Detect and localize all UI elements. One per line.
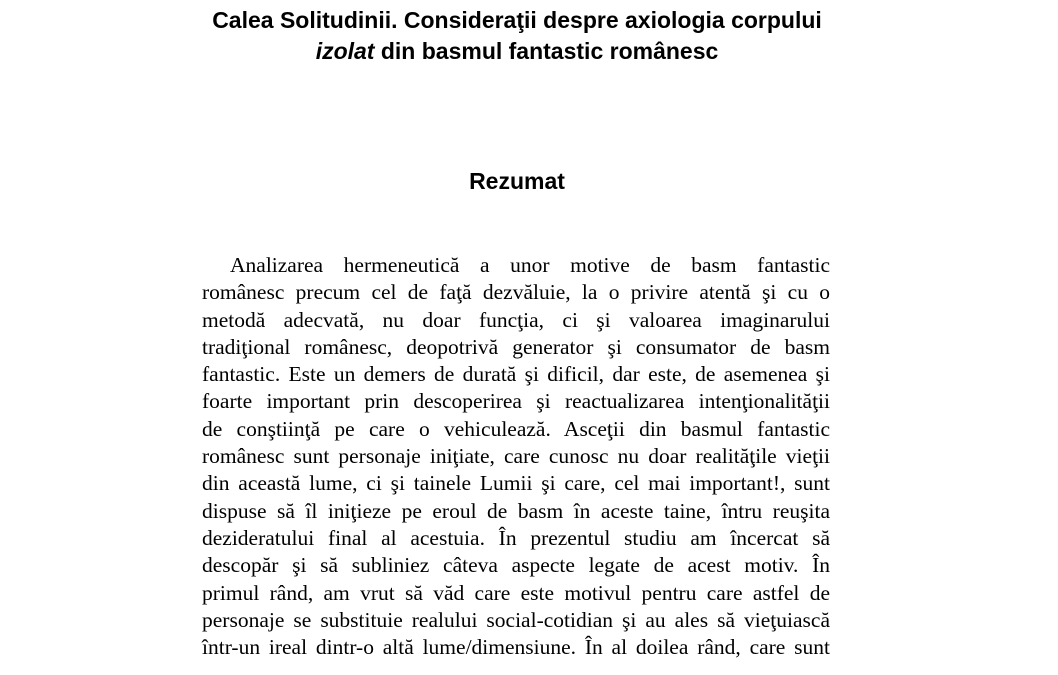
paper-title-line-2-rest: din basmul fantastic românesc — [374, 38, 719, 64]
paper-title-italic-word: izolat — [315, 38, 375, 64]
abstract-line: personaje se substituie realului social-cotidian şi au ales să vieţuiască — [202, 607, 830, 632]
abstract-line: fantastic. Este un demers de durată şi dificil, dar este, de asemenea şi — [202, 362, 830, 387]
abstract-line: foarte important prin descoperirea şi reactualizarea intenţionalităţii — [202, 389, 830, 414]
abstract-line: tradiţional românesc, deopotrivă generator şi consumator de basm — [202, 334, 830, 359]
abstract-line: românesc sunt personaje iniţiate, care cunosc nu doar realităţile vieţii — [202, 444, 830, 469]
abstract-line: metodă adecvată, nu doar funcţia, ci şi valoarea imaginarului — [202, 307, 830, 332]
paper-title-line-2 — [0, 36, 1034, 67]
abstract-line: dispuse să îl iniţieze pe eroul de basm în aceste taine, întru reuşita — [202, 498, 830, 523]
abstract-line: dezideratului final al acestuia. În prezentul studiu am încercat să — [202, 525, 830, 550]
abstract-line: românesc precum cel de faţă dezvăluie, la o privire atentă şi cu o — [202, 280, 830, 305]
paper-title-line-1: Calea Solitudinii. Consideraţii despre axiologia corpului — [212, 7, 822, 33]
abstract-line: din această lume, ci şi tainele Lumii şi care, cel mai important!, sunt — [202, 471, 830, 496]
abstract-line: descopăr şi să subliniez câteva aspecte legate de acest motiv. În — [202, 553, 830, 578]
section-heading-rezumat: Rezumat — [469, 168, 565, 194]
abstract-line: într-un ireal dintr-o altă lume/dimensiune. În al doilea rând, care sunt — [202, 635, 830, 660]
abstract-paragraph — [202, 252, 830, 661]
abstract-line: Analizarea hermeneutică a unor motive de basm fantastic — [230, 253, 830, 277]
abstract-line: primul rând, am vrut să văd care este motivul pentru care astfel de — [202, 580, 830, 605]
abstract-line: de conştiinţă pe care o vehiculează. Asceţii din basmul fantastic — [202, 416, 830, 441]
